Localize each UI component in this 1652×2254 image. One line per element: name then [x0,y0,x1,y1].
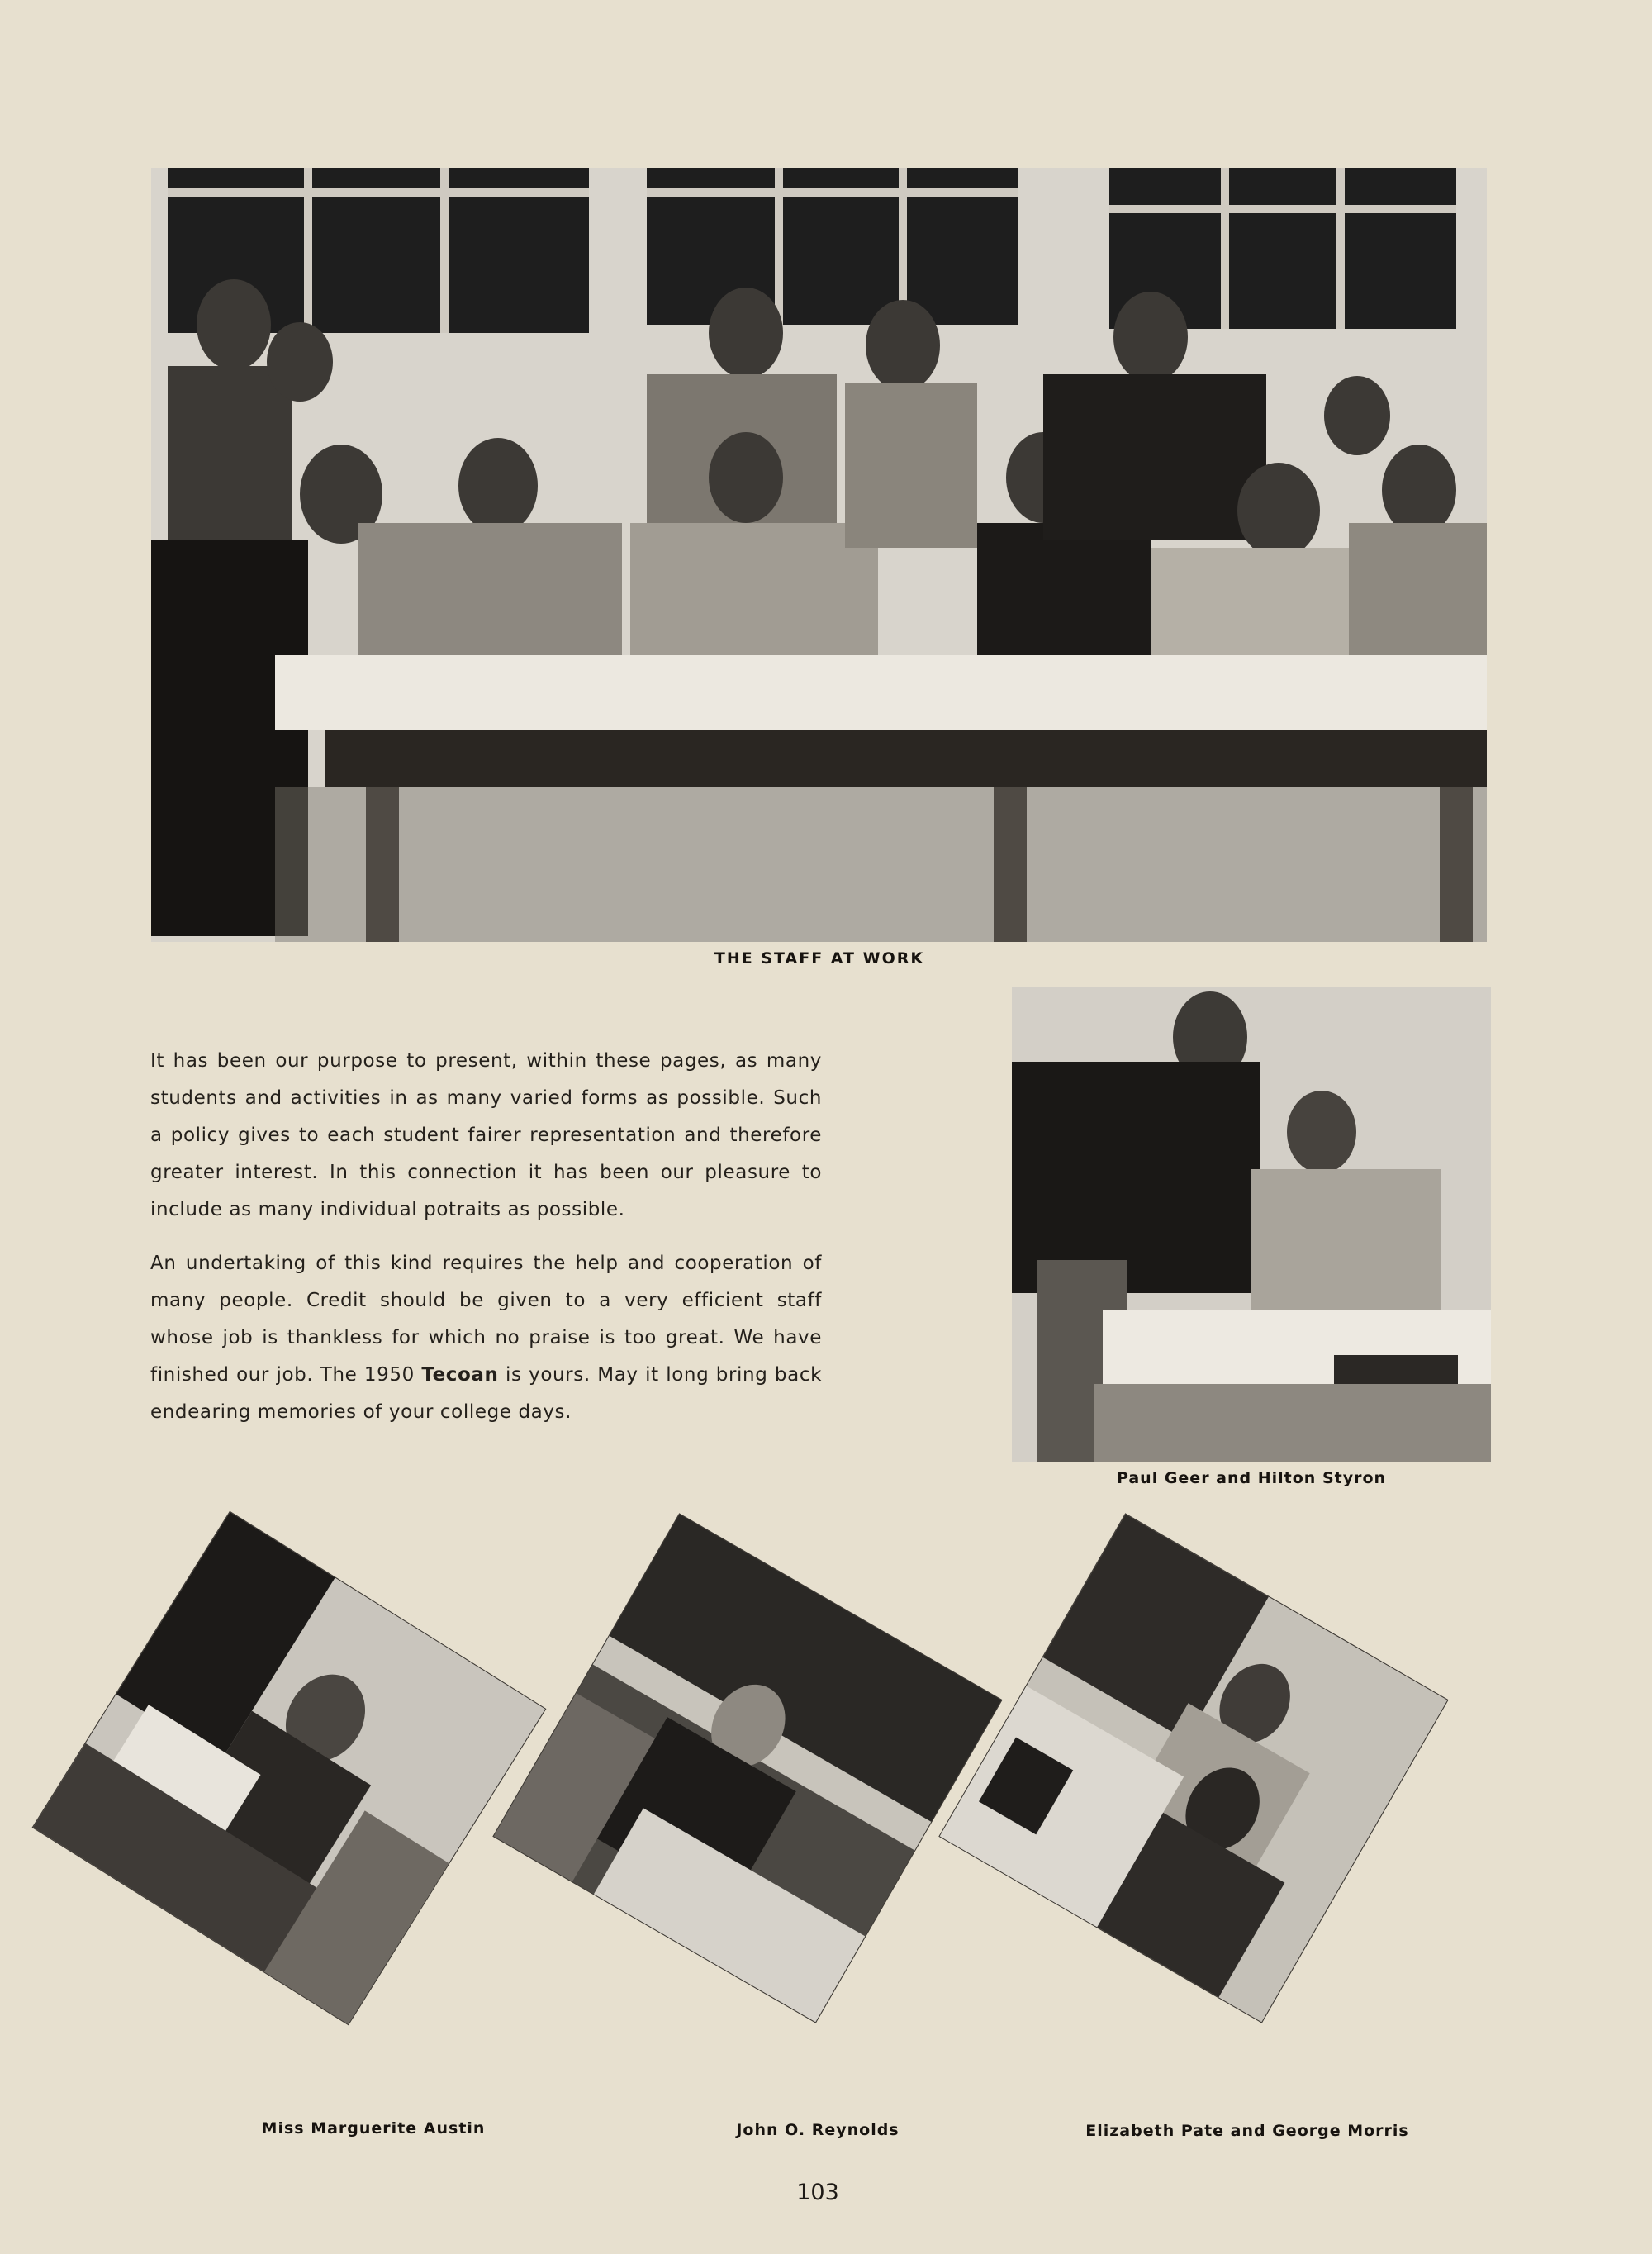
pate-morris-photo [940,1515,1448,2023]
staff-group-photo [151,168,1487,942]
austin-photo [33,1512,545,2024]
tecoan-title: Tecoan [421,1364,499,1386]
editorial-text [150,1043,822,1448]
reynolds-caption: John O. Reynolds [736,2121,900,2139]
reynolds-photo [494,1515,1002,2023]
paragraph-credits-text: An undertaking of this kind requires the help and cooperation of many people. Credit should be given to a very efficient staff whose job is thankless for which no praise is too great. We have finished our job. The 1950 [150,1253,822,1386]
paragraph-credits [150,1245,822,1431]
pate-morris-caption: Elizabeth Pate and George Morris [1085,2122,1409,2140]
geer-styron-photo [1012,987,1491,1462]
paragraph-purpose: It has been our purpose to present, within these pages, as many students and activities in as many varied forms as possible. Such a policy gives to each student fairer representation and therefore greater interest. In this connection it has been our pleasure to include as many individual potraits as possible. [150,1050,822,1220]
austin-caption: Miss Marguerite Austin [261,2119,486,2137]
paragraph-credits-text-end: is yours. May it long bring back endearing memories of your college days. [150,1364,822,1423]
staff-photo-caption: THE STAFF AT WORK [714,949,925,968]
geer-styron-caption: Paul Geer and Hilton Styron [1116,1469,1387,1487]
page-number: 103 [796,2180,839,2205]
